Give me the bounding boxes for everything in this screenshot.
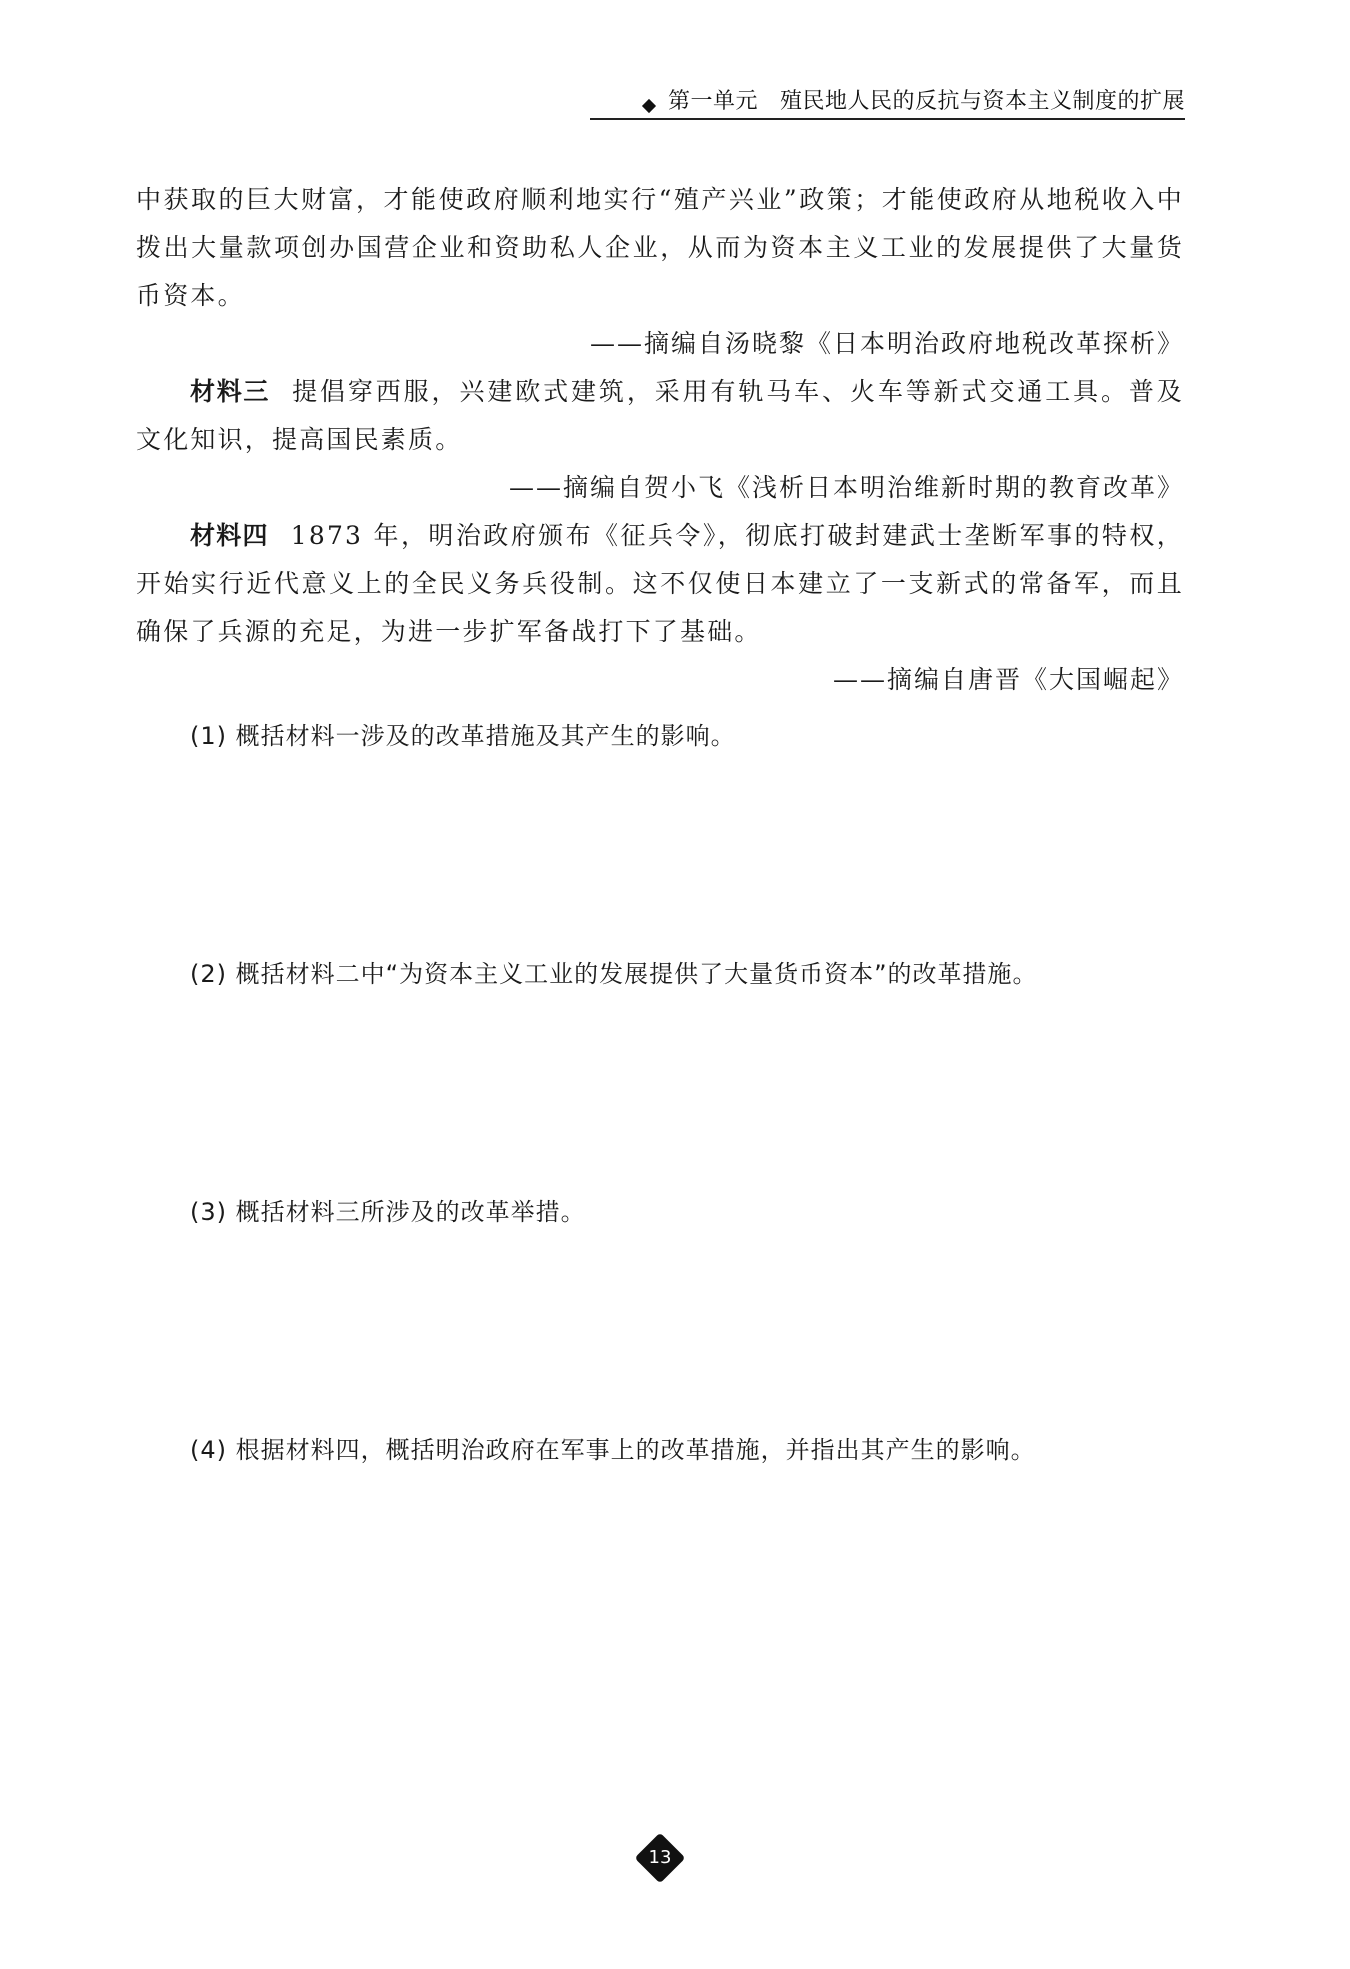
material-two-source: ——摘编自汤晓黎《日本明治政府地税改革探析》 [589, 329, 1184, 358]
page-number-badge [634, 1832, 686, 1884]
page-content [136, 176, 1184, 1674]
material-four-source: ——摘编自唐晋《大国崛起》 [832, 665, 1184, 694]
question-4 [136, 1426, 1184, 1474]
diamond-bullet-icon [642, 99, 656, 113]
question-3-text: 概括材料三所涉及的改革举措。 [235, 1198, 586, 1226]
material-four-label: 材料四 [190, 521, 269, 550]
header-rule [590, 118, 1185, 120]
material-four [136, 512, 1184, 656]
material-three-source: ——摘编自贺小飞《浅析日本明治维新时期的教育改革》 [508, 473, 1184, 502]
question-4-number: (4) [190, 1436, 227, 1464]
question-2 [136, 950, 1184, 998]
material-three-text: 提倡穿西服，兴建欧式建筑，采用有轨马车、火车等新式交通工具。普及文化知识，提高国民素质。 [136, 377, 1184, 454]
question-4-text: 根据材料四，概括明治政府在军事上的改革措施，并指出其产生的影响。 [235, 1436, 1036, 1464]
page-number: 13 [648, 1847, 672, 1868]
question-3-number: (3) [190, 1198, 227, 1226]
question-1-text: 概括材料一涉及的改革措施及其产生的影响。 [235, 722, 736, 750]
material-two-continued-text: 中获取的巨大财富，才能使政府顺利地实行“殖产兴业”政策；才能使政府从地税收入中拨出大量款项创办国营企业和资助私人企业，从而为资本主义工业的发展提供了大量货币资本。 [136, 185, 1184, 310]
question-3 [136, 1188, 1184, 1236]
answer-space-1[interactable] [136, 760, 1184, 950]
answer-space-2[interactable] [136, 998, 1184, 1188]
header-unit: 第一单元 [667, 88, 758, 114]
question-2-number: (2) [190, 960, 227, 988]
material-three [136, 368, 1184, 464]
question-1-number: (1) [190, 722, 227, 750]
answer-space-4[interactable] [136, 1474, 1184, 1674]
material-four-text: 1873 年，明治政府颁布《征兵令》，彻底打破封建武士垄断军事的特权，开始实行近代意义上的全民义务兵役制。这不仅使日本建立了一支新式的常备军，而且确保了兵源的充足，为进一步扩军备战打下了基础。 [136, 521, 1184, 646]
question-1 [136, 712, 1184, 760]
running-header [644, 82, 1185, 116]
answer-space-3[interactable] [136, 1236, 1184, 1426]
material-three-label: 材料三 [190, 377, 271, 406]
question-2-text: 概括材料二中“为资本主义工业的发展提供了大量货币资本”的改革措施。 [235, 960, 1038, 988]
header-title: 殖民地人民的反抗与资本主义制度的扩展 [779, 88, 1185, 114]
